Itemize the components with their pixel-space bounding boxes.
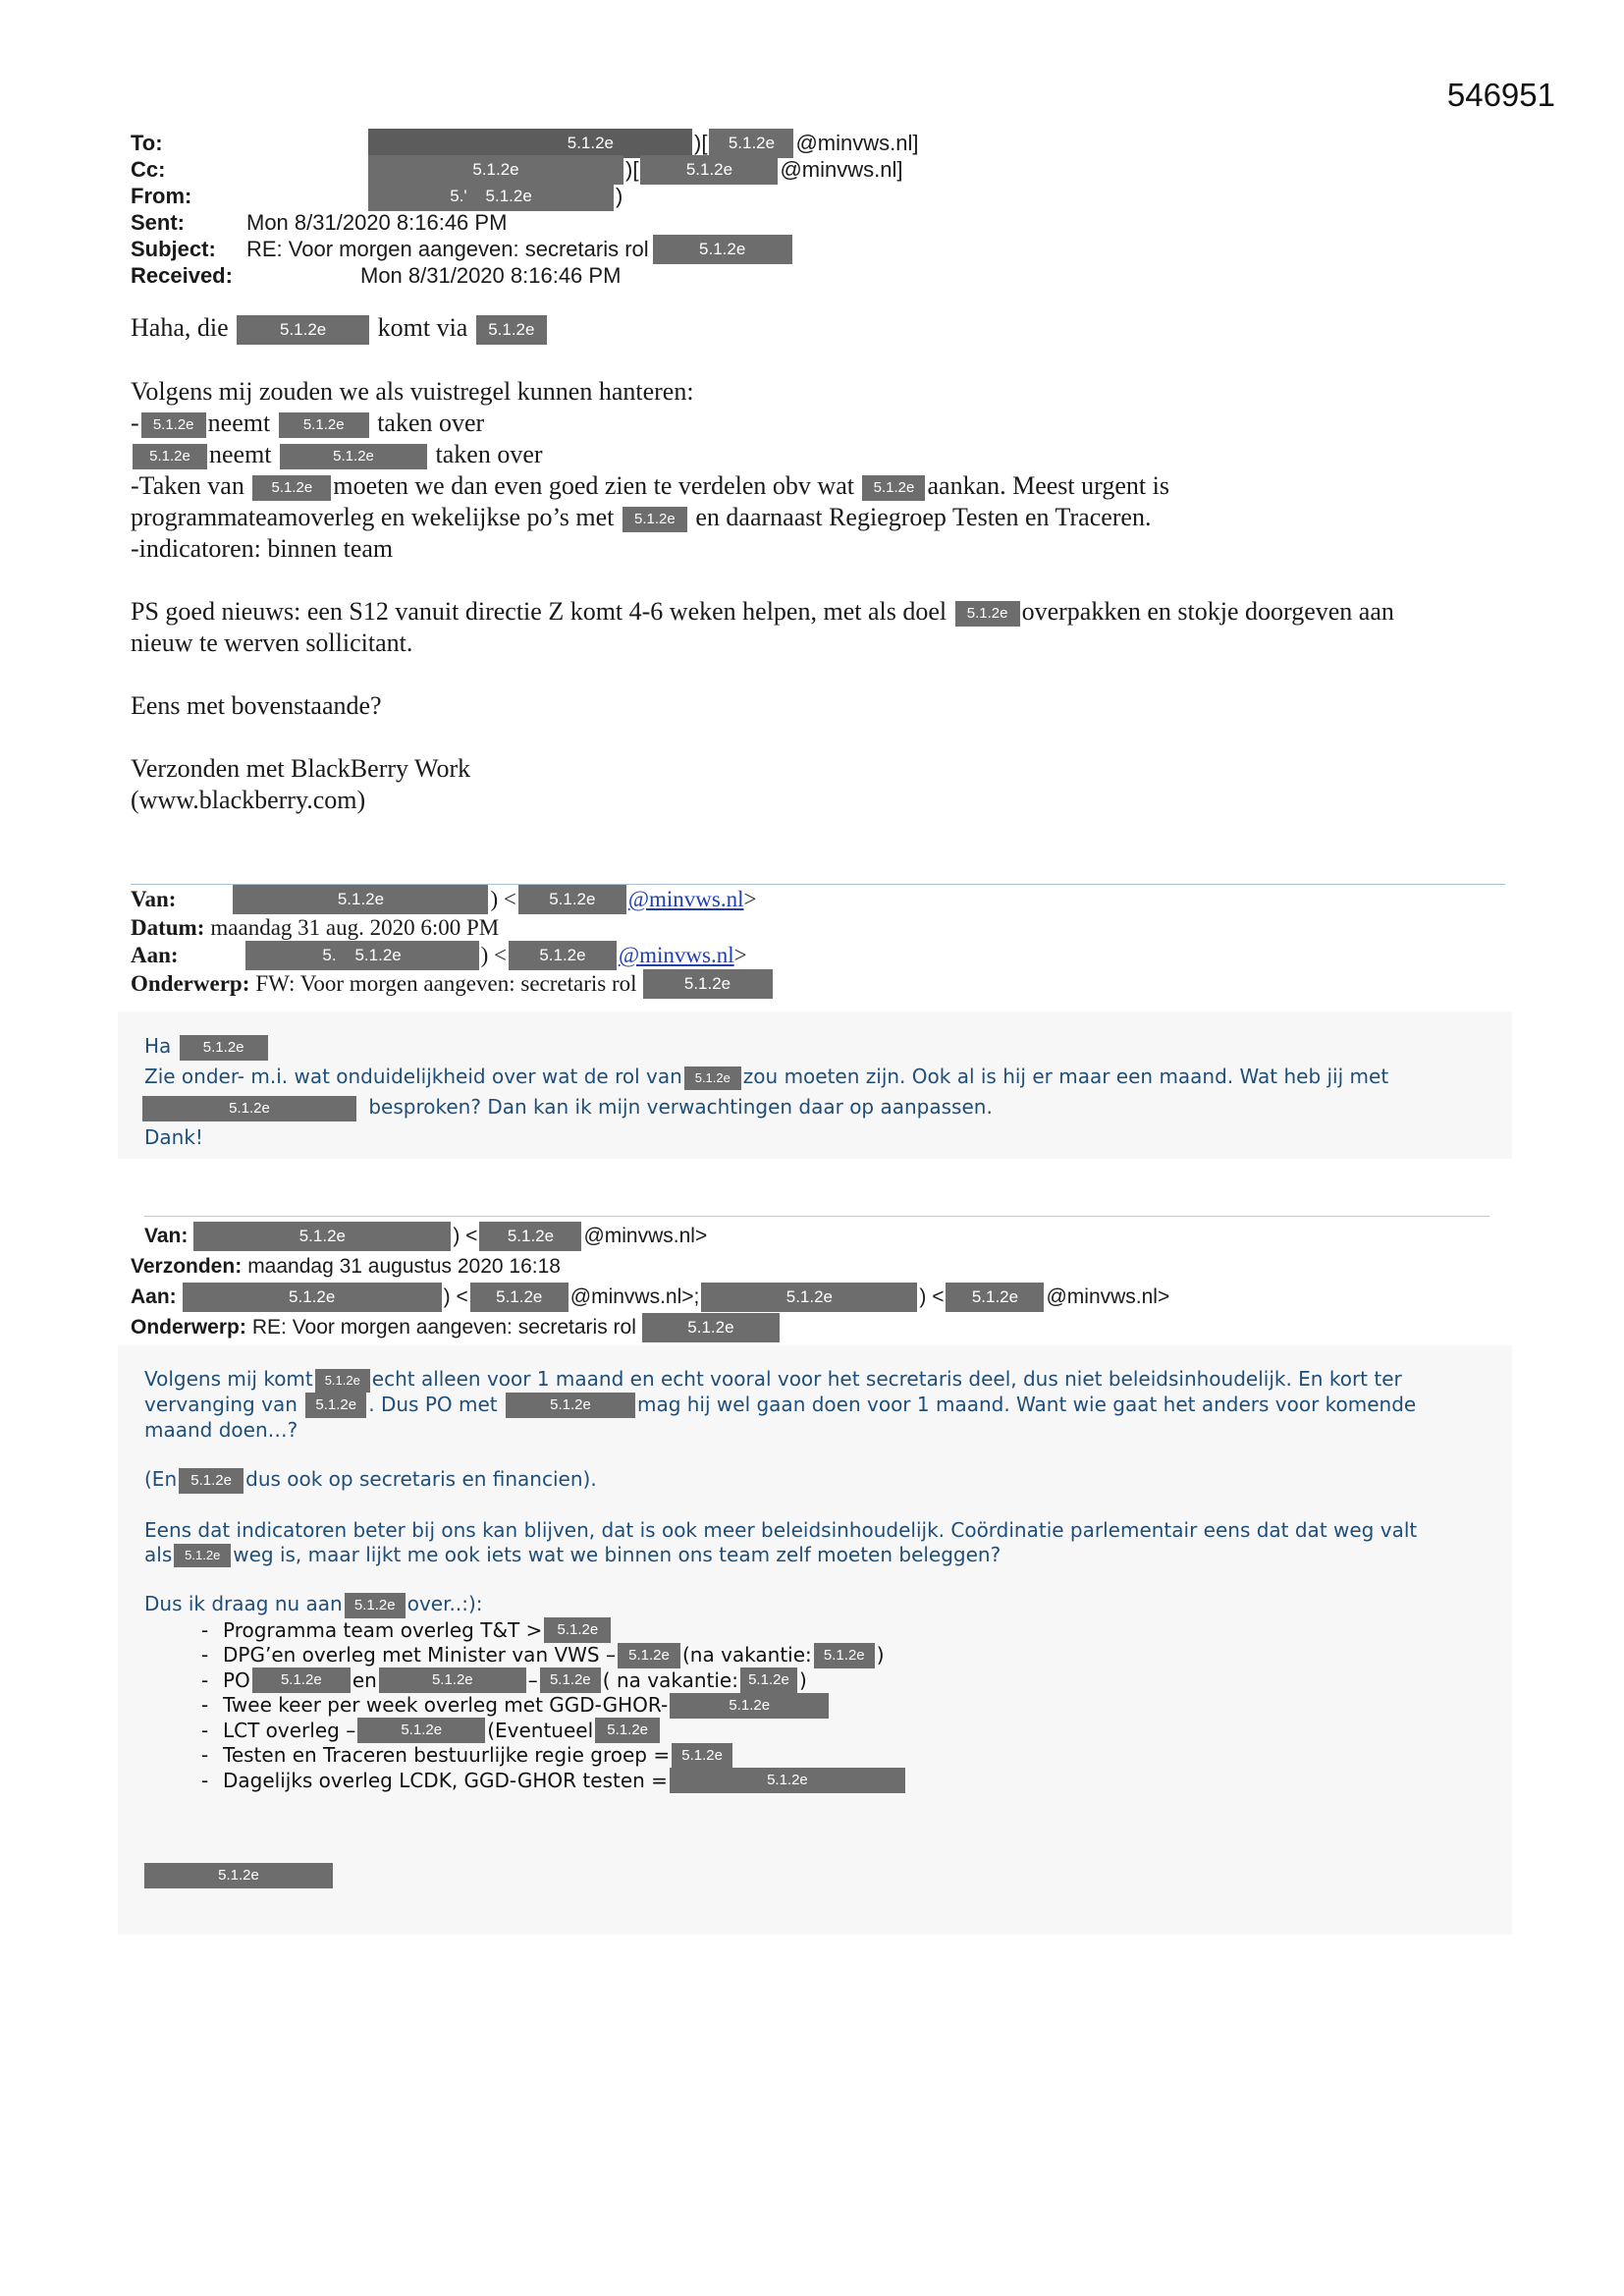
redaction: 5.1.2e (643, 969, 773, 999)
redaction: 5.1.2e (670, 1693, 829, 1719)
from-label: From: (131, 184, 192, 208)
to-label: To: (131, 131, 163, 155)
list-item: - DPG’en overleg met Minister van VWS – 5.1.2e (na vakantie: 5.1.2e ) (201, 1643, 885, 1667)
redaction: 5.1.2e (740, 1667, 797, 1693)
document-number: 546951 (1446, 77, 1555, 113)
redaction: 5.1.2e (368, 155, 623, 185)
redaction: 5.1.2e (506, 1393, 635, 1418)
sent-value: Mon 8/31/2020 8:16:46 PM (246, 210, 508, 235)
redaction: 5.1.2e (280, 444, 427, 469)
subject-label: Subject: (131, 237, 216, 261)
received-label: Received: (131, 263, 233, 288)
email-header (131, 130, 1014, 289)
sent-row (131, 209, 1014, 236)
redaction: 5.1.2e (476, 315, 547, 345)
redaction: 5.1.2e (946, 1283, 1044, 1312)
sent-label: Sent: (131, 210, 185, 235)
redaction: 5.' 5.1.2e (368, 182, 614, 211)
redaction: 5.1.2e (540, 1667, 601, 1693)
redaction: 5.1.2e (193, 1222, 451, 1251)
redaction: 5.1.2e (814, 1643, 875, 1668)
redaction: 5.1.2e (595, 1718, 660, 1743)
redaction: 5.1.2e (345, 1593, 406, 1618)
message-line: Volgens mij zouden we als vuistregel kunnen hanteren: (131, 377, 694, 407)
list-item: - LCT overleg – 5.1.2e (Eventueel 5.1.2e (144, 1719, 1499, 1744)
redaction: 5.1.2e (709, 129, 793, 158)
redaction: 5.1.2e (379, 1667, 526, 1693)
quote1-header: Van: 5.1.2e ) < 5.1.2e @minvws.nl > Datum: maandag 31 aug. 2020 6:00 PM Aan: 5. 5.1.2e ) < 5.1.2e @minvws.nl > Onderwerp: FW: Voor morgen aangeven: secretaris rol 5.1.2e (131, 886, 1505, 998)
received-value: Mon 8/31/2020 8:16:46 PM (360, 263, 622, 288)
to-row: To: 5.1.2e )[ 5.1.2e @minvws.nl] (131, 130, 1014, 156)
redaction: 5.1.2e (653, 235, 792, 264)
signature-redaction: 5.1.2e (144, 1863, 333, 1888)
redaction: 5.1.2e (623, 507, 687, 532)
message-body: Haha, die 5.1.2e komt via 5.1.2e Volgens mij zouden we als vuistregel kunnen hanteren: - 5.1.2e neemt 5.1.2e taken over 5.1.2e neemt 5.1.2e taken over -Taken van 5.1.2e moeten we dan even goed zien te verdelen obv wat 5.1.2e aankan. Meest urgent is programmateamoverleg en wekelijkse po’s met 5.1.2e en daarnaast Regiegroep Testen en Traceren. -indicatoren: binnen team PS goed nieuws: een S12 vanuit directie Z komt 4-6 weken helpen, met als doel 5.1.2e overpakken en stokje doorgeven aan nieuw te werven sollicitant. Eens met bovenstaande? Verzonden met BlackBerry Work (www.blackberry.com) (131, 312, 1505, 816)
redaction: 5.1.2e (183, 1283, 442, 1312)
redaction: 5.1.2e (862, 475, 925, 501)
list-item: - Twee keer per week overleg met GGD-GHOR- 5.1.2e (144, 1693, 1499, 1719)
redaction: 5.1.2e (479, 1222, 581, 1251)
redaction: 5. 5.1.2e (245, 941, 479, 970)
redaction: 5.1.2e (315, 1369, 370, 1393)
redaction: 5.1.2e (237, 315, 369, 345)
cc-label: Cc: (131, 157, 166, 182)
redaction: 5.1.2e (509, 941, 617, 970)
redaction: 5.1.2e (470, 1283, 568, 1312)
redaction: 5.1.2e (252, 1667, 351, 1693)
redaction: 5.1.2e (357, 1718, 485, 1743)
list-item: - Programma team overleg T&T > 5.1.2e (144, 1618, 1499, 1644)
redaction: 5.1.2e (233, 885, 488, 914)
quote2-body: Volgens mij komt 5.1.2e echt alleen voor 1 maand en echt vooral voor het secretaris deel, dus niet beleidsinhoudelijk. En kort ter vervanging van 5.1.2e . Dus PO met 5.1.2e mag hij wel gaan doen voor 1 maand. Want wie gaat het anders voor komende maand doen…? (En 5.1.2e dus ook op secretaris en financien). Eens dat indicatoren beter bij ons kan blijven, dat is ook meer beleidsinhoudelijk. Coördinatie parlementair eens dat dat weg valt als 5.1.2e weg is, maar lijkt me ook iets wat we binnen ons team zelf moeten beleggen? Dus ik draag nu aan 5.1.2e over..:): - Programma team overleg T&T > 5.1.2e - DPG’en overleg met Minister van VWS – 5.1.2e (na vakantie: 5.1.2e ) - PO 5.1.2e en 5.1.2e – 5.1.2e ( na vakantie: 5.1.2e ) - Twee keer per week overleg met GGD-GHOR- 5.1.2e - LCT overleg – 5.1.2e (Eventueel 5.1.2e - Testen en Traceren bestuurlijke regie groep = 5.1.2e - Dagelijks overleg LCDK, GGD-GHOR testen = 5.1.2e 5.1.2e (144, 1367, 1499, 1888)
redaction: 5.1.2e (133, 444, 207, 469)
email-link[interactable]: @minvws.nl (627, 887, 744, 911)
quote2-header: Van: 5.1.2e ) < 5.1.2e @minvws.nl> Verzonden: maandag 31 augustus 2020 16:18 Aan: 5.1.2e ) < 5.1.2e @minvws.nl>; 5.1.2e ) < 5.1.2e @minvws.nl> Onderwerp: RE: Voor morgen aangeven: secretaris rol 5.1.2e (131, 1221, 1505, 1342)
from-row: From: 5.' 5.1.2e ) (131, 183, 1014, 209)
redaction: 5.1.2e (642, 1313, 780, 1342)
subject-row (131, 236, 1014, 262)
redaction: 5.1.2e (518, 885, 626, 914)
subject-value: RE: Voor morgen aangeven: secretaris rol (246, 237, 649, 261)
redaction: 5.1.2e (141, 412, 206, 438)
cc-suffix: @minvws.nl] (780, 157, 903, 182)
email-link[interactable]: @minvws.nl (618, 943, 734, 967)
redaction: 5.1.2e (672, 1743, 732, 1769)
list-item: - Dagelijks overleg LCDK, GGD-GHOR testen = 5.1.2e (144, 1769, 1499, 1794)
redaction: 5.1.2e (305, 1393, 366, 1418)
separator (144, 1216, 1489, 1217)
redaction: 5.1.2e (179, 1468, 244, 1494)
redaction: 5.1.2e (279, 412, 369, 438)
redaction: 5.1.2e (640, 155, 778, 185)
quote1-body: Ha 5.1.2e Zie onder- m.i. wat onduidelijkheid over wat de rol van 5.1.2e zou moeten zijn. Ook al is hij er maar een maand. Wat heb jij met 5.1.2e besproken? Dan kan ik mijn verwachtingen daar op aanpassen. Dank! (144, 1034, 1389, 1149)
list-item: - PO 5.1.2e en 5.1.2e – 5.1.2e ( na vakantie: 5.1.2e ) (201, 1667, 807, 1692)
redaction: 5.1.2e (701, 1283, 917, 1312)
redaction: 5.1.2e (684, 1066, 741, 1090)
redaction: 5.1.2e (544, 1617, 611, 1643)
redaction: 5.1.2e (142, 1096, 356, 1121)
redaction: 5.1.2e (252, 475, 331, 501)
handover-list (144, 1618, 1499, 1794)
redaction: 5.1.2e (174, 1544, 231, 1567)
redaction: 5.1.2e (180, 1035, 268, 1061)
redaction: 5.1.2e (670, 1768, 905, 1793)
cc-row: Cc: 5.1.2e )[ 5.1.2e @minvws.nl] (131, 156, 1014, 183)
redaction: 5.1.2e (618, 1643, 680, 1668)
redaction: 5.1.2e (368, 129, 692, 158)
to-suffix: @minvws.nl] (795, 131, 919, 155)
received-row (131, 262, 1014, 289)
list-item: - Testen en Traceren bestuurlijke regie groep = 5.1.2e (144, 1743, 1499, 1769)
redaction: 5.1.2e (955, 601, 1020, 627)
